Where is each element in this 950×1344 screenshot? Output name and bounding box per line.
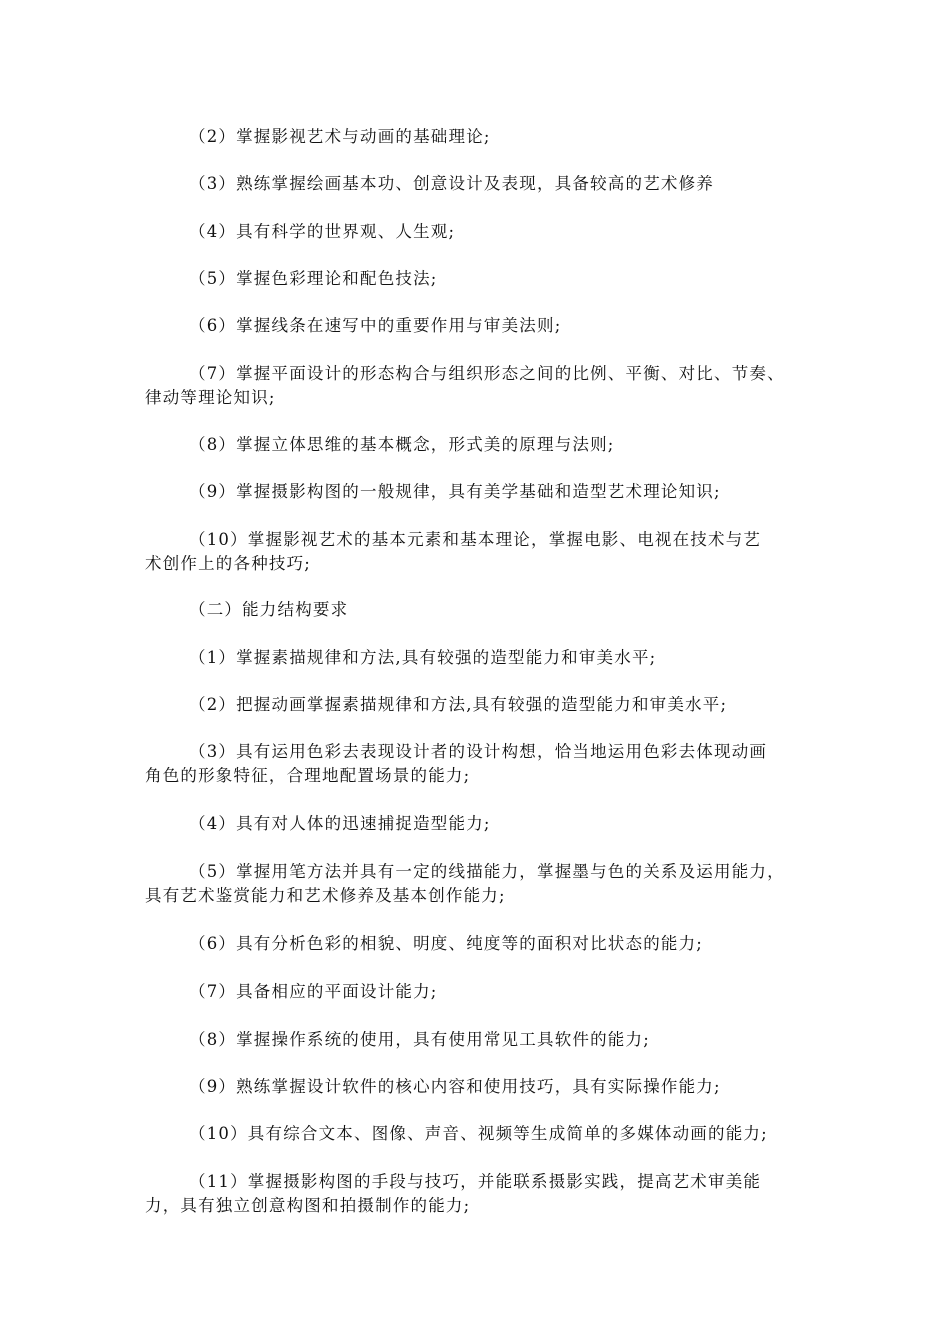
paragraph-knowledge-9 <box>145 480 825 504</box>
paragraph-knowledge-3 <box>145 172 825 196</box>
paragraph-ability-7 <box>145 980 825 1004</box>
paragraph-ability-5 <box>145 860 825 908</box>
paragraph-line: （6）掌握线条在速写中的重要作用与审美法则; <box>189 316 562 335</box>
paragraph-knowledge-2 <box>145 125 825 149</box>
paragraph-knowledge-5 <box>145 267 825 291</box>
paragraph-ability-10 <box>145 1122 825 1146</box>
paragraph-knowledge-8 <box>145 433 825 457</box>
paragraph-ability-6 <box>145 932 825 956</box>
paragraph-line: （10）具有综合文本、图像、声音、视频等生成简单的多媒体动画的能力; <box>189 1124 768 1143</box>
paragraph-line: 律动等理论知识; <box>145 388 276 407</box>
paragraph-line: （4）具有对人体的迅速捕捉造型能力; <box>189 814 491 833</box>
paragraph-line: （二）能力结构要求 <box>189 600 349 619</box>
paragraph-line: 力，具有独立创意构图和拍摄制作的能力; <box>145 1196 471 1215</box>
paragraph-ability-11 <box>145 1170 825 1218</box>
paragraph-ability-2 <box>145 693 825 717</box>
paragraph-line: （2）掌握影视艺术与动画的基础理论; <box>189 127 491 146</box>
paragraph-line: 角色的形象特征，合理地配置场景的能力; <box>145 766 471 785</box>
paragraph-line: （11）掌握摄影构图的手段与技巧，并能联系摄影实践，提高艺术审美能 <box>189 1172 762 1191</box>
paragraph-ability-4 <box>145 812 825 836</box>
paragraph-line: （6）具有分析色彩的相貌、明度、纯度等的面积对比状态的能力; <box>189 934 704 953</box>
section-heading-ability <box>145 598 825 622</box>
paragraph-line: 具有艺术鉴赏能力和艺术修养及基本创作能力; <box>145 886 506 905</box>
paragraph-ability-8 <box>145 1028 825 1052</box>
paragraph-line: （4）具有科学的世界观、人生观; <box>189 222 456 241</box>
paragraph-ability-3 <box>145 740 825 788</box>
paragraph-knowledge-7 <box>145 362 825 410</box>
paragraph-line: （7）掌握平面设计的形态构合与组织形态之间的比例、平衡、对比、节奏、 <box>189 364 785 383</box>
paragraph-line: （8）掌握操作系统的使用，具有使用常见工具软件的能力; <box>189 1030 650 1049</box>
paragraph-line: （10）掌握影视艺术的基本元素和基本理论，掌握电影、电视在技术与艺 <box>189 530 762 549</box>
paragraph-line: （9）熟练掌握设计软件的核心内容和使用技巧，具有实际操作能力; <box>189 1077 721 1096</box>
paragraph-line: （5）掌握用笔方法并具有一定的线描能力，掌握墨与色的关系及运用能力， <box>189 862 785 881</box>
paragraph-line: （9）掌握摄影构图的一般规律，具有美学基础和造型艺术理论知识; <box>189 482 721 501</box>
paragraph-knowledge-6 <box>145 314 825 338</box>
paragraph-line: （1）掌握素描规律和方法,具有较强的造型能力和审美水平; <box>189 648 657 667</box>
paragraph-line: （8）掌握立体思维的基本概念，形式美的原理与法则; <box>189 435 615 454</box>
paragraph-line: （5）掌握色彩理论和配色技法; <box>189 269 438 288</box>
paragraph-ability-1 <box>145 646 825 670</box>
paragraph-line: （7）具备相应的平面设计能力; <box>189 982 438 1001</box>
paragraph-line: （3）具有运用色彩去表现设计者的设计构想，恰当地运用色彩去体现动画 <box>189 742 768 761</box>
paragraph-line: （2）把握动画掌握素描规律和方法,具有较强的造型能力和审美水平; <box>189 695 728 714</box>
paragraph-line: （3）熟练掌握绘画基本功、创意设计及表现，具备较高的艺术修养 <box>189 174 714 193</box>
paragraph-line: 术创作上的各种技巧; <box>145 554 312 573</box>
paragraph-ability-9 <box>145 1075 825 1099</box>
paragraph-knowledge-4 <box>145 220 825 244</box>
paragraph-knowledge-10 <box>145 528 825 576</box>
